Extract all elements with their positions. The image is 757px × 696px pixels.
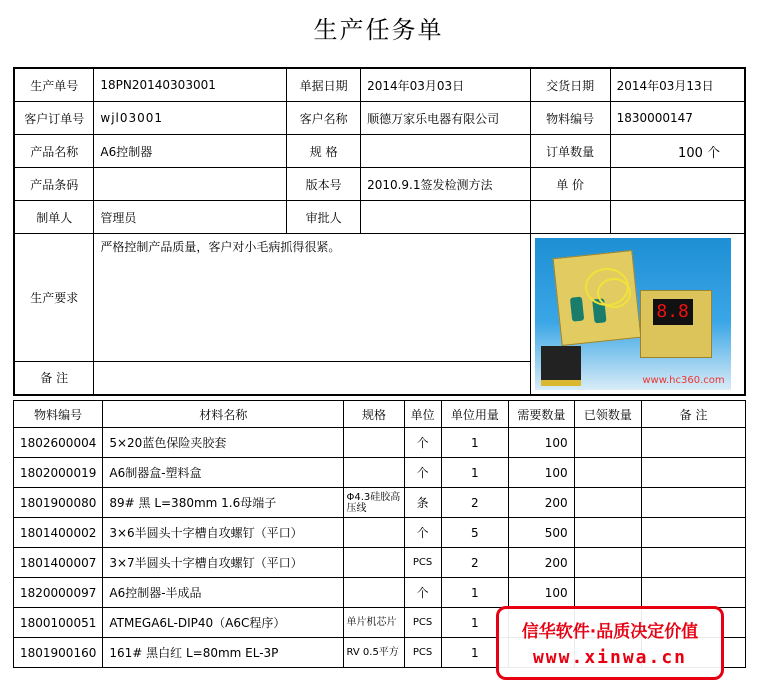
approver-label: 审批人 [287, 201, 361, 234]
item-code-cell: 1800100051 [14, 608, 103, 638]
item-need-cell: 200 [509, 548, 575, 578]
table-row [14, 458, 746, 488]
barcode-label: 产品条码 [14, 168, 94, 201]
table-row [14, 518, 746, 548]
watermark-stamp [496, 606, 724, 680]
doc-date-label: 单据日期 [287, 68, 361, 102]
item-name-cell: 3×7半圆头十字槽自攻螺钉（平口） [103, 548, 344, 578]
column-header: 备 注 [642, 401, 746, 428]
item-unit-cell: PCS [404, 548, 441, 578]
item-spec-cell: RV 0.5平方 [344, 638, 404, 668]
item-per-cell: 1 [441, 578, 508, 608]
table-row [14, 548, 746, 578]
creator-label: 制单人 [14, 201, 94, 234]
item-code-cell: 1801400002 [14, 518, 103, 548]
item-per-cell: 1 [441, 638, 508, 668]
item-code-cell: 1820000097 [14, 578, 103, 608]
customer-name-label: 客户名称 [287, 102, 361, 135]
item-spec-cell [344, 578, 404, 608]
column-header: 需要数量 [509, 401, 575, 428]
item-per-cell: 2 [441, 548, 508, 578]
column-header: 单位用量 [441, 401, 508, 428]
item-spec-cell: 单片机芯片 [344, 608, 404, 638]
transformer [541, 346, 581, 386]
item-per-cell: 1 [441, 608, 508, 638]
material-code-label: 物料编号 [530, 102, 610, 135]
item-unit-cell: 个 [404, 518, 441, 548]
customer-order-label: 客户订单号 [14, 102, 94, 135]
note-label: 备 注 [14, 361, 94, 395]
unit-price-value [610, 168, 745, 201]
column-header: 已领数量 [574, 401, 641, 428]
watermark-slogan: 信华软件·品质决定价值 [521, 622, 699, 642]
item-name-cell: A6控制器-半成品 [103, 578, 344, 608]
delivery-date-label: 交货日期 [530, 68, 610, 102]
items-header-row [14, 401, 746, 428]
order-no-label: 生产单号 [14, 68, 94, 102]
delivery-date-value: 2014年03月13日 [610, 68, 745, 102]
requirement-row [14, 234, 745, 362]
item-got-cell [574, 458, 641, 488]
capacitor [569, 297, 583, 322]
version-label: 版本号 [287, 168, 361, 201]
photo-caption: www.hc360.com [642, 375, 725, 386]
header-table [13, 67, 746, 396]
order-qty-label: 订单数量 [530, 135, 610, 168]
doc-date-value: 2014年03月03日 [361, 68, 531, 102]
item-unit-cell: PCS [404, 638, 441, 668]
product-photo-cell [530, 234, 745, 396]
item-need-cell: 500 [509, 518, 575, 548]
empty-cell [610, 201, 745, 234]
approver-value [361, 201, 531, 234]
customer-name-value: 顺德万家乐电器有限公司 [361, 102, 531, 135]
item-note-cell [642, 428, 746, 458]
header-row [14, 168, 745, 201]
item-spec-cell: Φ4.3硅胶高压线 [344, 488, 404, 518]
spec-label: 规 格 [287, 135, 361, 168]
item-need-cell: 100 [509, 428, 575, 458]
product-name-label: 产品名称 [14, 135, 94, 168]
watermark-url: www.xinwa.cn [532, 647, 688, 668]
item-spec-cell [344, 458, 404, 488]
led-display: 8.8 [653, 299, 693, 325]
item-code-cell: 1801900160 [14, 638, 103, 668]
item-code-cell: 1801400007 [14, 548, 103, 578]
item-name-cell: A6制器盒-塑料盒 [103, 458, 344, 488]
table-row [14, 488, 746, 518]
header-row [14, 201, 745, 234]
table-row [14, 428, 746, 458]
spec-value [361, 135, 531, 168]
barcode-value [94, 168, 287, 201]
requirement-text: 严格控制产品质量，客户对小毛病抓得很紧。 [94, 234, 530, 362]
note-value [94, 361, 530, 395]
item-unit-cell: 个 [404, 578, 441, 608]
item-spec-cell [344, 428, 404, 458]
column-header: 单位 [404, 401, 441, 428]
item-per-cell: 1 [441, 458, 508, 488]
customer-order-value: wjl03001 [94, 102, 287, 135]
item-note-cell [642, 518, 746, 548]
creator-value: 管理员 [94, 201, 287, 234]
item-note-cell [642, 548, 746, 578]
column-header: 材料名称 [103, 401, 344, 428]
item-got-cell [574, 578, 641, 608]
item-note-cell [642, 578, 746, 608]
wire-loop [597, 278, 631, 308]
item-per-cell: 2 [441, 488, 508, 518]
item-code-cell: 1802000019 [14, 458, 103, 488]
header-row [14, 102, 745, 135]
item-name-cell: 3×6半圆头十字槽自攻螺钉（平口） [103, 518, 344, 548]
table-row [14, 578, 746, 608]
item-name-cell: 5×20蓝色保险夹胶套 [103, 428, 344, 458]
item-need-cell: 100 [509, 578, 575, 608]
material-code-value: 1830000147 [610, 102, 745, 135]
product-name-value: A6控制器 [94, 135, 287, 168]
item-unit-cell: PCS [404, 608, 441, 638]
header-row [14, 68, 745, 102]
item-note-cell [642, 488, 746, 518]
pcb-board-display [640, 290, 712, 358]
item-need-cell: 100 [509, 458, 575, 488]
item-name-cell: 161# 黑白红 L=80mm EL-3P [103, 638, 344, 668]
item-code-cell: 1801900080 [14, 488, 103, 518]
unit-price-label: 单 价 [530, 168, 610, 201]
column-header: 物料编号 [14, 401, 103, 428]
item-need-cell: 200 [509, 488, 575, 518]
item-note-cell [642, 458, 746, 488]
product-photo [535, 238, 731, 390]
item-name-cell: ATMEGA6L-DIP40（A6C程序） [103, 608, 344, 638]
item-unit-cell: 条 [404, 488, 441, 518]
item-spec-cell [344, 548, 404, 578]
empty-cell [530, 201, 610, 234]
item-unit-cell: 个 [404, 458, 441, 488]
document-title: 生产任务单 [313, 16, 444, 44]
item-unit-cell: 个 [404, 428, 441, 458]
item-got-cell [574, 428, 641, 458]
order-qty-value: 100 个 [610, 135, 745, 168]
item-got-cell [574, 548, 641, 578]
item-got-cell [574, 488, 641, 518]
item-got-cell [574, 518, 641, 548]
item-code-cell: 1802600004 [14, 428, 103, 458]
order-no-value: 18PN20140303001 [94, 68, 287, 102]
column-header: 规格 [344, 401, 404, 428]
header-row [14, 135, 745, 168]
item-per-cell: 5 [441, 518, 508, 548]
item-spec-cell [344, 518, 404, 548]
item-name-cell: 89# 黑 L=380mm 1.6母端子 [103, 488, 344, 518]
version-value: 2010.9.1签发检测方法 [361, 168, 531, 201]
item-per-cell: 1 [441, 428, 508, 458]
requirement-label: 生产要求 [14, 234, 94, 362]
